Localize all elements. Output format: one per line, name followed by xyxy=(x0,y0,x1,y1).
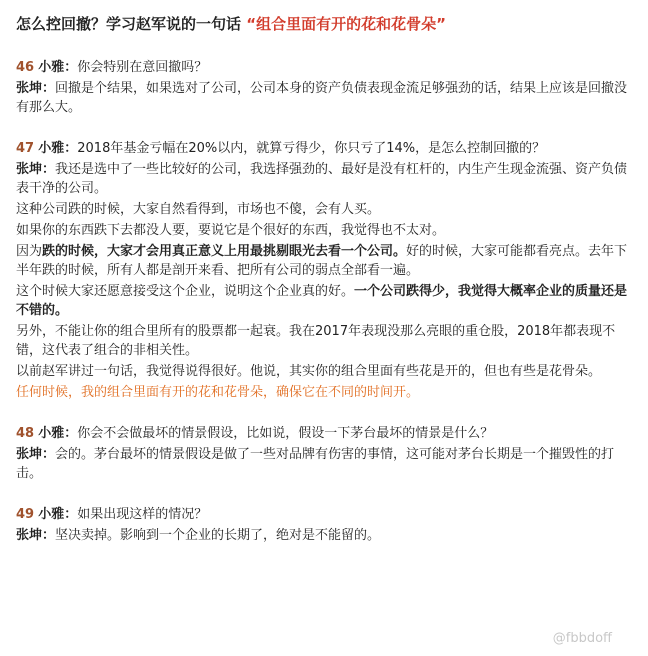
answer-46: 张坤：回撤是个结果，如果选对了公司，公司本身的资产负债表现金流足够强劲的话，结果上应该是回撤没有那么大。 xyxy=(16,81,628,115)
asker-name: 小雅 xyxy=(38,426,65,441)
title-quote: “组合里面有开的花和花骨朵” xyxy=(246,15,446,33)
bold-text: 跌的时候，大家才会用真正意义上用最挑剔眼光去看一个公司。 xyxy=(42,244,407,259)
paragraph xyxy=(16,242,632,280)
asker-name: 小雅 xyxy=(38,141,65,156)
question-48: 48 小雅：你会不会做最坏的情景假设，比如说，假设一下茅台最坏的情景是什么？ xyxy=(16,426,494,441)
answerer-name: 张坤 xyxy=(16,81,43,96)
answer-text: 我还是选中了一些比较好的公司，我选择强劲的、最好是没有杠杆的，内生产生现金流强、资产负债表干净的公司。 xyxy=(16,162,628,196)
question-text: 你会不会做最坏的情景假设，比如说，假设一下茅台最坏的情景是什么？ xyxy=(77,426,494,441)
watermark: @fbbdoff xyxy=(552,631,612,646)
answer-47: 张坤：我还是选中了一些比较好的公司，我选择强劲的、最好是没有杠杆的，内生产生现金流强、资产负债表干净的公司。 xyxy=(16,162,628,196)
answerer-name: 张坤 xyxy=(16,528,43,543)
question-47: 47 小雅：2018年基金亏幅在20%以内，就算亏得少，你只亏了14%，是怎么控制回撤的？ xyxy=(16,141,546,156)
paragraph: 另外，不能让你的组合里所有的股票都一起衰。我在2017年表现没那么亮眼的重仓股，2018年都表现不错，这代表了组合的非相关性。 xyxy=(16,324,616,358)
text-run: 这个时候大家还愿意接受这个企业，说明这个企业真的好。 xyxy=(16,284,355,299)
question-number: 46 xyxy=(16,60,35,75)
answer-49: 张坤：坚决卖掉。影响到一个企业的长期了，绝对是不能留的。 xyxy=(16,528,381,543)
paragraph xyxy=(16,282,632,320)
question-number: 47 xyxy=(16,141,35,156)
qa-block-48 xyxy=(16,424,632,483)
asker-name: 小雅 xyxy=(38,60,65,75)
text-run: 因为 xyxy=(16,244,43,259)
question-number: 49 xyxy=(16,507,35,522)
qa-block-47 xyxy=(16,139,632,402)
answerer-name: 张坤 xyxy=(16,162,43,177)
paragraph: 如果你的东西跌下去都没人要，要说它是个很好的东西，我觉得也不太对。 xyxy=(16,223,446,238)
answer-48: 张坤：会的。茅台最坏的情景假设是做了一些对品牌有伤害的事情，这可能对茅台长期是一个摧毁性的打击。 xyxy=(16,447,615,481)
page-title xyxy=(16,12,632,36)
paragraph: 以前赵军讲过一句话，我觉得说得很好。他说，其实你的组合里面有些花是开的，但也有些是花骨朵。 xyxy=(16,364,602,379)
answerer-name: 张坤 xyxy=(16,447,43,462)
text-run: 好的时候，大家可能都看亮点。去年下半年跌的时候，所有人都是剖开来看、把所有公司的弱点全部看一遍。 xyxy=(16,244,628,278)
asker-name: 小雅 xyxy=(38,507,65,522)
bold-text: 一个公司跌得少，我觉得大概率企业的质量还是不错的。 xyxy=(16,284,628,318)
question-text: 2018年基金亏幅在20%以内，就算亏得少，你只亏了14%，是怎么控制回撤的？ xyxy=(77,141,546,156)
qa-block-49 xyxy=(16,505,632,545)
highlight-paragraph: 任何时候，我的组合里面有开的花和花骨朵，确保它在不同的时间开。 xyxy=(16,385,420,400)
answer-text: 回撤是个结果，如果选对了公司，公司本身的资产负债表现金流足够强劲的话，结果上应该是回撤没有那么大。 xyxy=(16,81,628,115)
question-text: 你会特别在意回撤吗？ xyxy=(77,60,208,75)
title-lead: 怎么控回撤？学习赵军说的一句话 xyxy=(16,15,242,33)
question-49: 49 小雅：如果出现这样的情况？ xyxy=(16,507,208,522)
question-number: 48 xyxy=(16,426,35,441)
question-46: 46 小雅：你会特别在意回撤吗？ xyxy=(16,60,208,75)
answer-text: 会的。茅台最坏的情景假设是做了一些对品牌有伤害的事情，这可能对茅台长期是一个摧毁性的打击。 xyxy=(16,447,615,481)
paragraph: 这种公司跌的时候，大家自然看得到，市场也不傻，会有人买。 xyxy=(16,202,381,217)
question-text: 如果出现这样的情况？ xyxy=(77,507,208,522)
qa-block-46 xyxy=(16,58,632,117)
answer-text: 坚决卖掉。影响到一个企业的长期了，绝对是不能留的。 xyxy=(55,528,381,543)
